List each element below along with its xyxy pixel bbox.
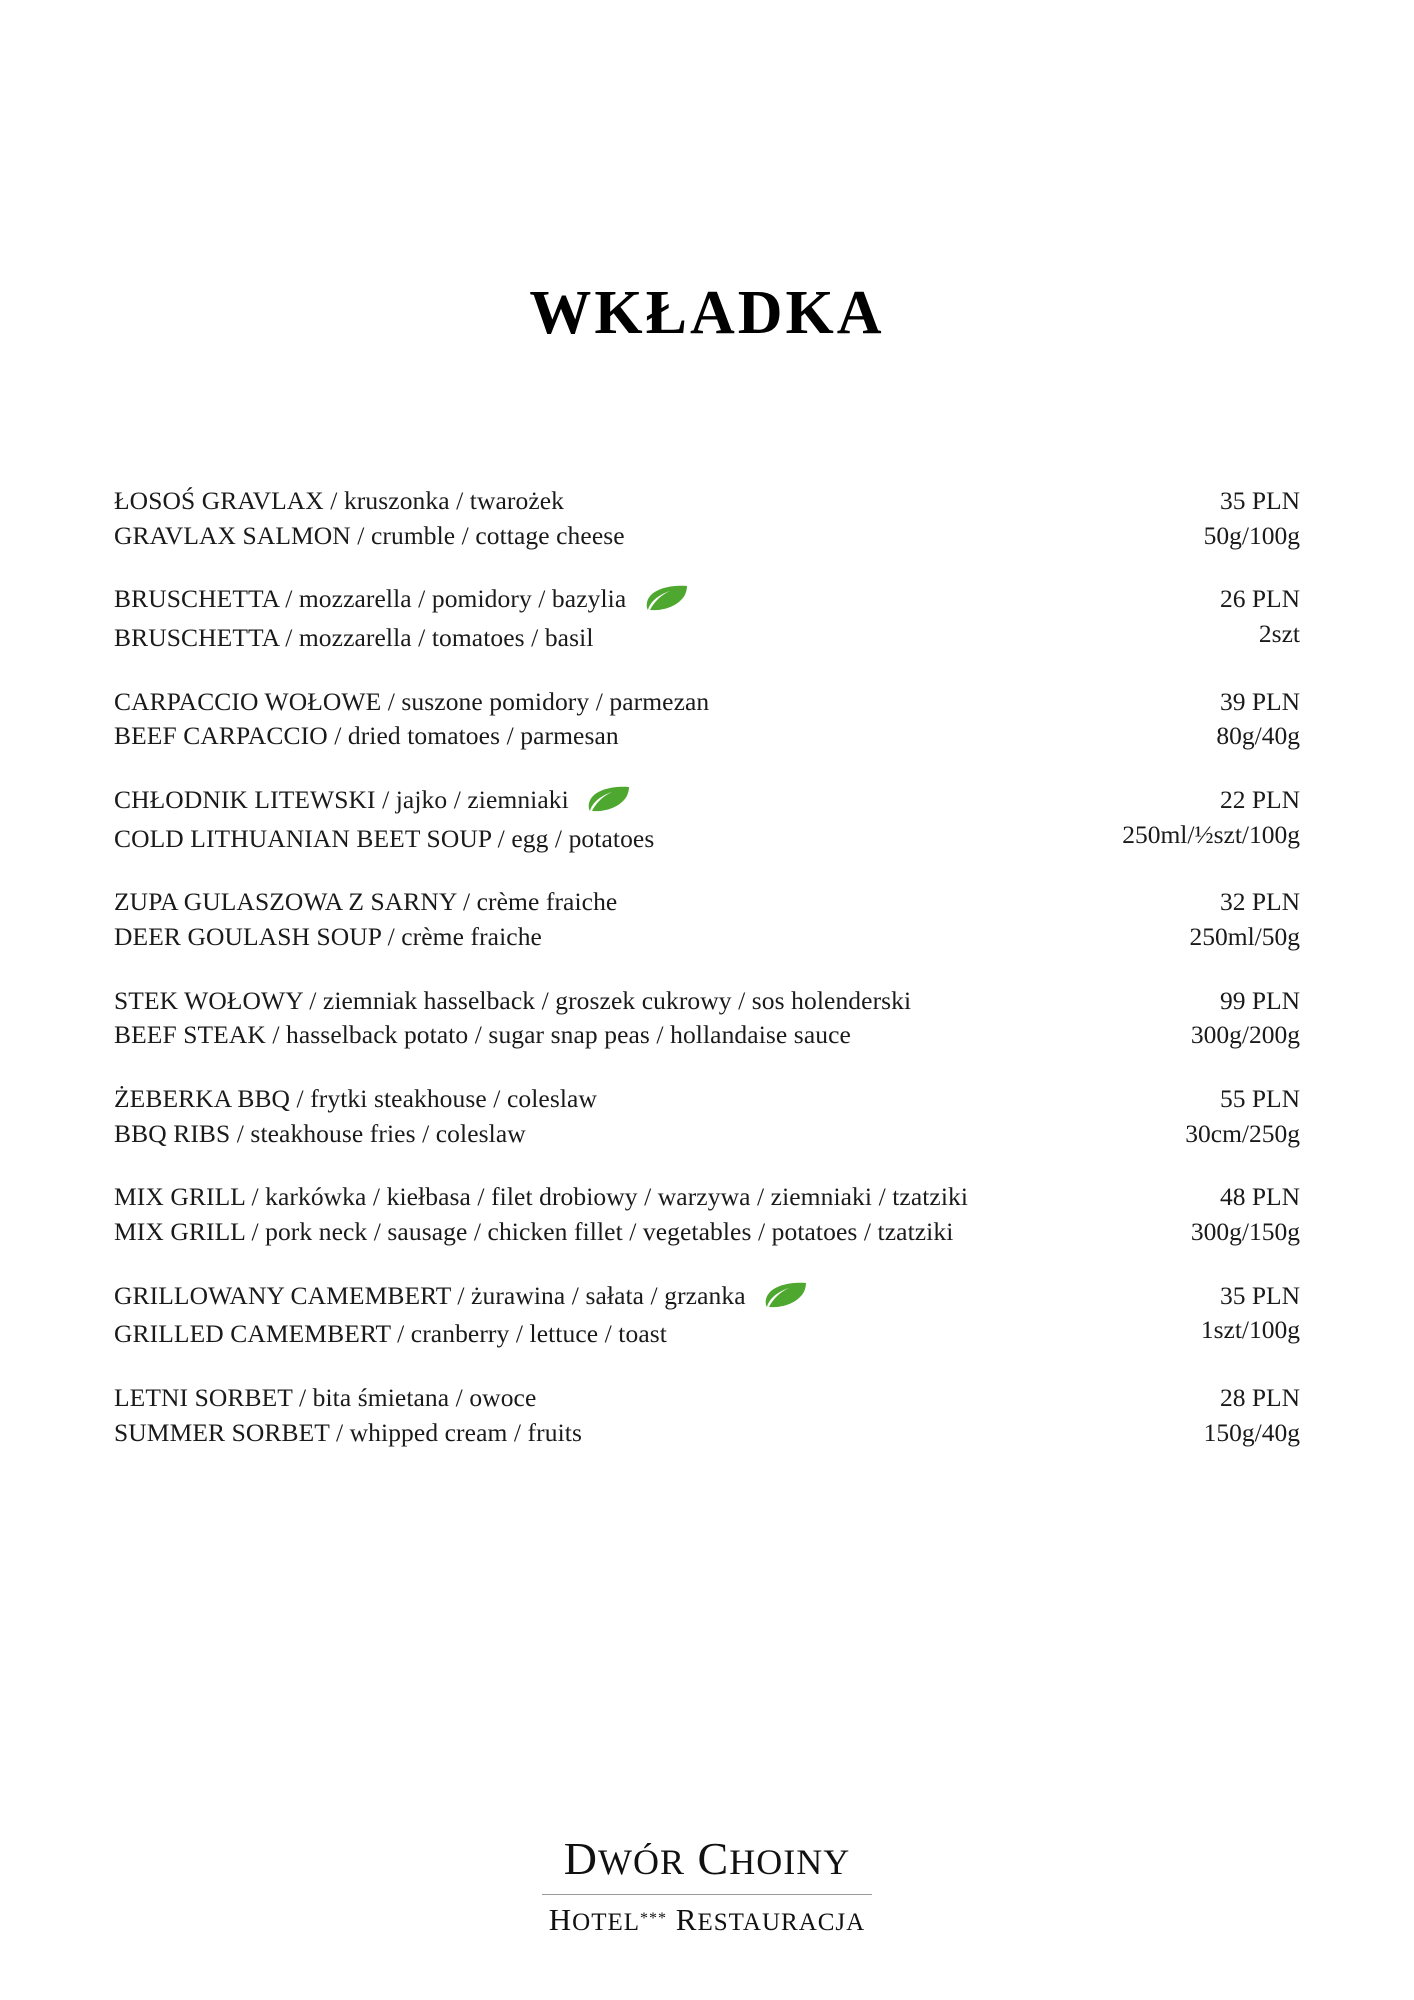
- list-item: [114, 984, 1300, 1053]
- menu-item-names: [114, 1279, 1171, 1352]
- menu-item-name-en: DEER GOULASH SOUP / crème fraiche: [114, 922, 542, 952]
- menu-item-name-en: SUMMER SORBET / whipped cream / fruits: [114, 1417, 582, 1447]
- menu-item-weight: 1szt/100g: [1200, 1315, 1300, 1345]
- menu-item-price: 48 PLN: [1219, 1182, 1300, 1212]
- menu-item-prices: [1190, 582, 1300, 651]
- brand-wor: WÓR: [598, 1842, 686, 1882]
- menu-item-name-pl: GRILLOWANY CAMEMBERT / żurawina / sałata / grzanka: [114, 1279, 1171, 1318]
- list-item: [114, 1082, 1300, 1151]
- menu-item-weight: 30cm/250g: [1185, 1118, 1300, 1148]
- menu-item-names: [114, 1180, 1161, 1249]
- menu-item-names: [114, 1082, 1155, 1151]
- menu-item-price: 55 PLN: [1219, 1084, 1300, 1114]
- menu-item-name-pl: MIX GRILL / karkówka / kiełbasa / filet drobiowy / warzywa / ziemniaki / tzatziki: [114, 1182, 969, 1212]
- menu-item-name-pl: CARPACCIO WOŁOWE / suszone pomidory / parmezan: [114, 686, 710, 716]
- menu-item-prices: [1186, 685, 1300, 754]
- menu-item-name-en: BBQ RIBS / steakhouse fries / coleslaw: [114, 1118, 526, 1148]
- menu-item-name-en: BEEF CARPACCIO / dried tomatoes / parmesan: [114, 721, 619, 751]
- menu-item-name-en: BEEF STEAK / hasselback potato / sugar snap peas / hollandaise sauce: [114, 1020, 851, 1050]
- menu-item-names: [114, 1381, 1174, 1450]
- list-item: [114, 1180, 1300, 1249]
- brand-subtitle: [0, 1902, 1414, 1938]
- list-item: [114, 1381, 1300, 1450]
- menu-item-name-pl: ZUPA GULASZOWA Z SARNY / crème fraiche: [114, 887, 618, 917]
- menu-item-prices: [1161, 984, 1300, 1053]
- brand-footer: [0, 1832, 1414, 1938]
- list-item: [114, 783, 1300, 856]
- menu-item-name-pl: ŁOSOŚ GRAVLAX / kruszonka / twarożek: [114, 486, 565, 515]
- menu-item-name-en: MIX GRILL / pork neck / sausage / chicken fillet / vegetables / potatoes / tzatziki: [114, 1217, 954, 1247]
- menu-list: [114, 484, 1300, 1450]
- menu-item-price: 99 PLN: [1219, 985, 1300, 1015]
- menu-item-price: 26 PLN: [1219, 584, 1300, 614]
- menu-item-names: [114, 783, 1092, 856]
- menu-item-prices: [1159, 885, 1300, 954]
- list-item: [114, 582, 1300, 655]
- menu-item-price: 28 PLN: [1219, 1383, 1300, 1413]
- vegetarian-leaf-icon: [645, 585, 689, 621]
- menu-item-price: 35 PLN: [1219, 486, 1300, 515]
- menu-item-price: 35 PLN: [1219, 1280, 1300, 1310]
- menu-item-weight: 50g/100g: [1203, 520, 1300, 550]
- vegetarian-leaf-icon: [764, 1282, 808, 1318]
- menu-item-prices: [1092, 783, 1300, 852]
- page-title: WKŁADKA: [529, 279, 885, 347]
- sub-r: R: [675, 1902, 698, 1937]
- menu-item-prices: [1161, 1180, 1300, 1249]
- menu-item-names: [114, 685, 1186, 754]
- menu-item-name-en: GRAVLAX SALMON / crumble / cottage cheese: [114, 520, 625, 550]
- menu-item-weight: 300g/200g: [1190, 1020, 1300, 1050]
- menu-item-prices: [1174, 484, 1300, 553]
- menu-item-name-en: GRILLED CAMEMBERT / cranberry / lettuce / toast: [114, 1319, 667, 1349]
- list-item: [114, 1279, 1300, 1352]
- menu-item-prices: [1174, 1381, 1300, 1450]
- sub-h: H: [548, 1902, 573, 1937]
- menu-item-name-pl: LETNI SORBET / bita śmietana / owoce: [114, 1383, 537, 1413]
- menu-item-weight: 250ml/50g: [1189, 922, 1300, 952]
- list-item: [114, 685, 1300, 754]
- menu-item-weight: 2szt: [1258, 619, 1300, 649]
- menu-item-name-en: BRUSCHETTA / mozzarella / tomatoes / basil: [114, 623, 594, 653]
- list-item: [114, 484, 1300, 553]
- menu-item-names: [114, 984, 1161, 1053]
- menu-item-weight: 250ml/½szt/100g: [1122, 819, 1300, 849]
- menu-item-names: [114, 582, 1190, 655]
- menu-item-name-en: COLD LITHUANIAN BEET SOUP / egg / potatoes: [114, 823, 655, 853]
- menu-item-names: [114, 885, 1159, 954]
- brand-d: D: [563, 1833, 599, 1884]
- brand-c: C: [697, 1833, 730, 1884]
- menu-item-price: 32 PLN: [1219, 887, 1300, 917]
- menu-item-weight: 150g/40g: [1203, 1417, 1300, 1447]
- brand-hoiny: HOINY: [729, 1842, 851, 1882]
- brand-name: [0, 1832, 1414, 1885]
- stars-rating: ***: [640, 1910, 668, 1927]
- sub-otel: OTEL: [572, 1909, 641, 1936]
- menu-item-prices: [1171, 1279, 1300, 1348]
- menu-item-prices: [1155, 1082, 1300, 1151]
- menu-item-name-pl: CHŁODNIK LITEWSKI / jajko / ziemniaki: [114, 783, 1092, 822]
- sub-estauracja: ESTAURACJA: [697, 1909, 866, 1936]
- menu-item-name-pl: ŻEBERKA BBQ / frytki steakhouse / coleslaw: [114, 1084, 597, 1114]
- menu-item-name-pl: STEK WOŁOWY / ziemniak hasselback / groszek cukrowy / sos holenderski: [114, 985, 912, 1015]
- menu-item-weight: 300g/150g: [1190, 1217, 1300, 1247]
- menu-item-weight: 80g/40g: [1216, 721, 1300, 751]
- menu-item-name-pl: BRUSCHETTA / mozzarella / pomidory / bazylia: [114, 582, 1190, 621]
- brand-divider: [542, 1894, 872, 1895]
- list-item: [114, 885, 1300, 954]
- menu-item-price: 22 PLN: [1219, 785, 1300, 815]
- menu-item-names: [114, 484, 1174, 553]
- menu-item-price: 39 PLN: [1219, 686, 1300, 716]
- vegetarian-leaf-icon: [587, 786, 631, 822]
